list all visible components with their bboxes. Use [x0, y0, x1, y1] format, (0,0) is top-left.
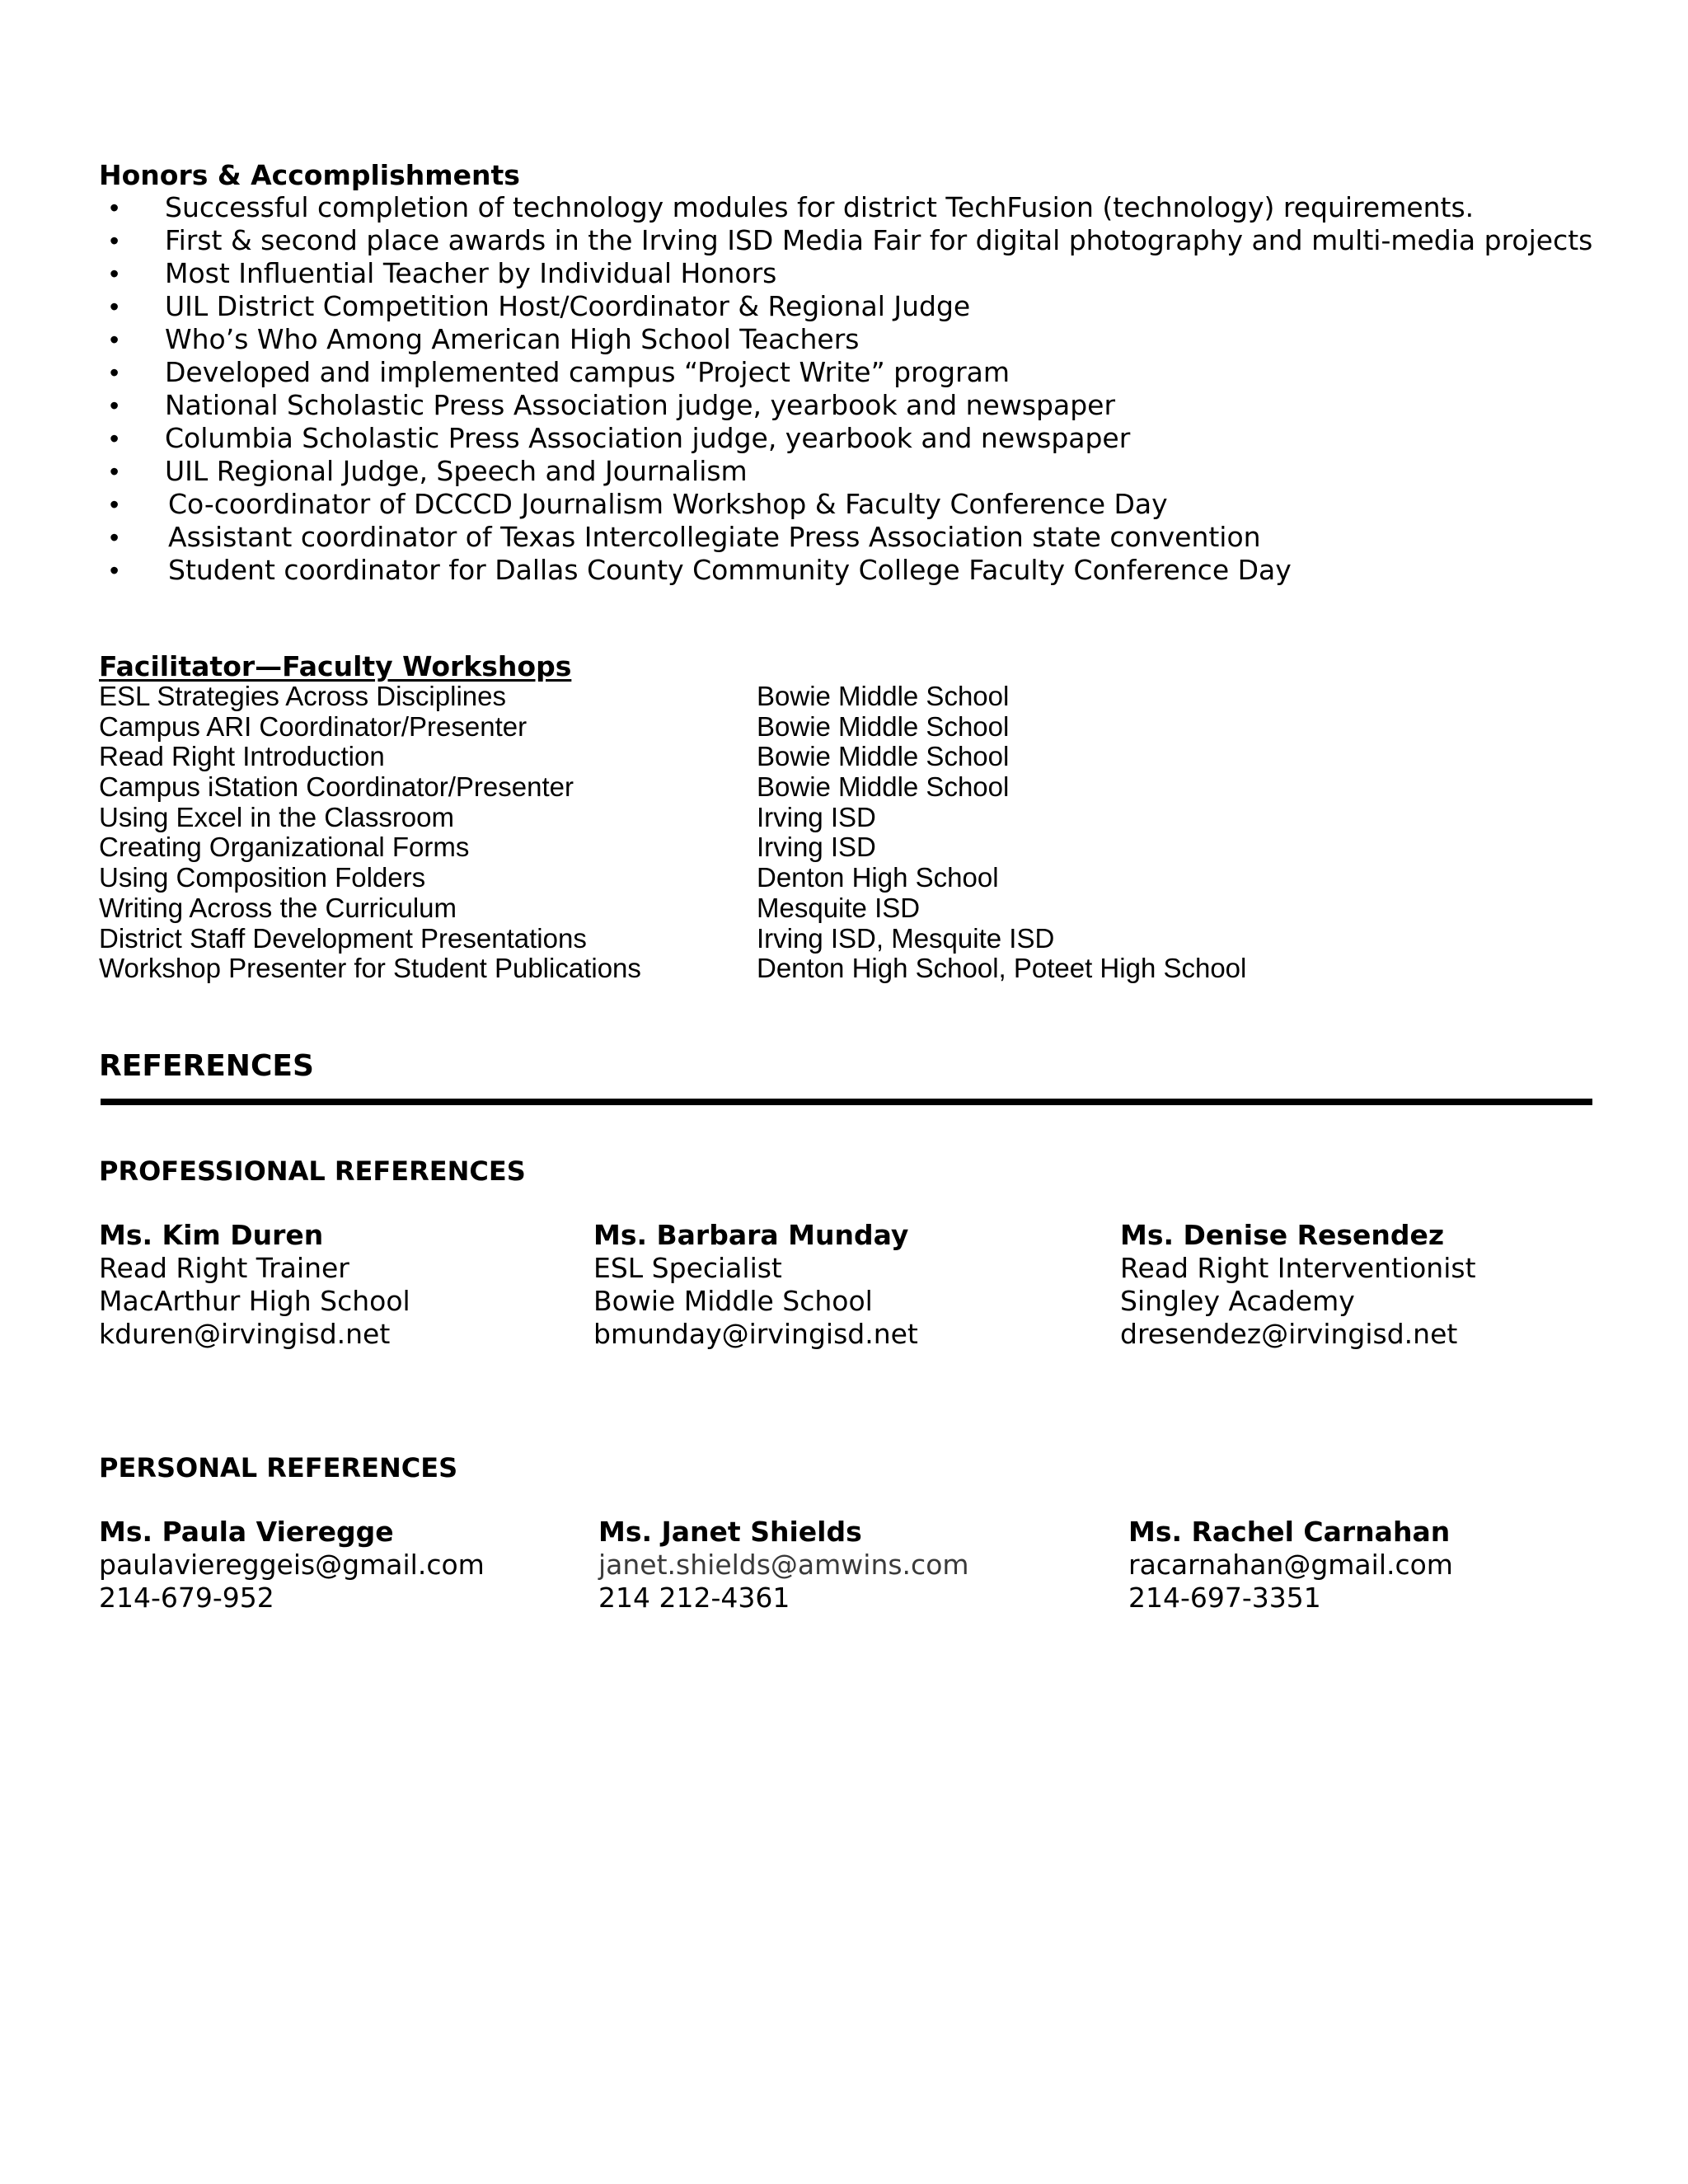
- workshop-name: Using Excel in the Classroom: [99, 801, 454, 832]
- reference-phone: 214-697-3351: [1128, 1582, 1321, 1614]
- honors-item: [0, 554, 1688, 587]
- honors-item-text: UIL Regional Judge, Speech and Journalism: [165, 455, 748, 487]
- reference-email: kduren@irvingisd.net: [99, 1318, 391, 1350]
- honors-item: [0, 356, 1688, 389]
- reference-email: paulaviereggeis@gmail.com: [99, 1549, 485, 1581]
- reference-name: Ms. Barbara Munday: [593, 1219, 909, 1251]
- workshop-name: Using Composition Folders: [99, 862, 426, 893]
- bullet-icon: •: [110, 259, 120, 288]
- personal-reference: [99, 1516, 485, 1615]
- workshop-name: District Staff Development Presentations: [99, 922, 587, 954]
- bullet-icon: •: [110, 193, 120, 223]
- honors-item: [0, 422, 1688, 455]
- reference-name: Ms. Rachel Carnahan: [1128, 1516, 1451, 1548]
- workshop-location: Irving ISD: [757, 832, 876, 863]
- honors-item: [0, 323, 1688, 356]
- reference-name: Ms. Kim Duren: [99, 1219, 324, 1251]
- professional-reference: [99, 1219, 410, 1351]
- professional-reference: [1120, 1219, 1476, 1351]
- workshops-table: [0, 682, 1688, 984]
- honors-item-text: Assistant coordinator of Texas Intercollegiate Press Association state convention: [168, 521, 1261, 553]
- workshop-row: [0, 803, 1688, 833]
- workshop-row: [0, 863, 1688, 893]
- workshop-row: [0, 712, 1688, 743]
- professional-reference: [593, 1219, 918, 1351]
- workshop-name: Campus iStation Coordinator/Presenter: [99, 771, 574, 803]
- workshop-row: [0, 772, 1688, 803]
- reference-organization: Bowie Middle School: [593, 1285, 873, 1317]
- honors-item-text: Developed and implemented campus “Project Write” program: [165, 356, 1010, 388]
- honors-item: [0, 488, 1688, 521]
- bullet-icon: •: [110, 226, 120, 255]
- reference-name: Ms. Denise Resendez: [1120, 1219, 1445, 1251]
- bullet-icon: •: [110, 358, 120, 387]
- bullet-icon: •: [110, 490, 120, 519]
- bullet-icon: •: [110, 391, 120, 420]
- workshop-location: Bowie Middle School: [757, 741, 1010, 772]
- honors-list: [0, 191, 1688, 587]
- reference-name: Ms. Paula Vieregge: [99, 1516, 394, 1548]
- reference-email: bmunday@irvingisd.net: [593, 1318, 918, 1350]
- workshop-row: [0, 893, 1688, 924]
- honors-item-text: Successful completion of technology modules for district TechFusion (technology) requirements.: [165, 191, 1475, 223]
- honors-heading: Honors & Accomplishments: [99, 159, 520, 191]
- personal-references-heading: PERSONAL REFERENCES: [99, 1452, 458, 1483]
- workshop-name: Creating Organizational Forms: [99, 832, 470, 863]
- reference-role: ESL Specialist: [593, 1252, 782, 1284]
- workshop-row: [0, 832, 1688, 863]
- honors-item: [0, 455, 1688, 488]
- honors-item-text: Student coordinator for Dallas County Community College Faculty Conference Day: [168, 554, 1292, 586]
- bullet-icon: •: [110, 325, 120, 354]
- personal-reference: [1128, 1516, 1453, 1615]
- honors-item-text: Most Influential Teacher by Individual Honors: [165, 257, 777, 289]
- honors-item: [0, 521, 1688, 554]
- honors-item: [0, 257, 1688, 290]
- workshop-row: [0, 682, 1688, 712]
- honors-item: [0, 191, 1688, 224]
- workshops-heading: Facilitator—Faculty Workshops: [99, 650, 572, 682]
- workshop-location: Denton High School, Poteet High School: [757, 953, 1247, 984]
- workshop-row: [0, 954, 1688, 984]
- workshop-row: [0, 924, 1688, 954]
- workshop-name: Read Right Introduction: [99, 741, 385, 772]
- honors-item-text: National Scholastic Press Association judge, yearbook and newspaper: [165, 389, 1116, 421]
- section-divider: [101, 1099, 1592, 1105]
- reference-email: dresendez@irvingisd.net: [1120, 1318, 1458, 1350]
- workshop-location: Mesquite ISD: [757, 892, 921, 923]
- workshop-row: [0, 742, 1688, 772]
- reference-name: Ms. Janet Shields: [598, 1516, 862, 1548]
- bullet-icon: •: [110, 457, 120, 486]
- reference-role: Read Right Trainer: [99, 1252, 349, 1284]
- workshop-name: Writing Across the Curriculum: [99, 892, 457, 923]
- bullet-icon: •: [110, 292, 120, 321]
- reference-email: racarnahan@gmail.com: [1128, 1549, 1453, 1581]
- honors-item-text: Who’s Who Among American High School Teachers: [165, 323, 860, 355]
- workshop-name: Workshop Presenter for Student Publications: [99, 953, 641, 984]
- honors-item-text: Co-coordinator of DCCCD Journalism Workshop & Faculty Conference Day: [168, 488, 1168, 520]
- bullet-icon: •: [110, 424, 120, 453]
- honors-item: [0, 224, 1688, 257]
- reference-role: Read Right Interventionist: [1120, 1252, 1476, 1284]
- workshop-location: Denton High School: [757, 862, 999, 893]
- honors-item: [0, 389, 1688, 422]
- workshop-location: Bowie Middle School: [757, 681, 1010, 711]
- reference-email: janet.shields@amwins.com: [598, 1549, 969, 1581]
- honors-item-text: First & second place awards in the Irving ISD Media Fair for digital photography and multi-media projects: [165, 224, 1593, 256]
- professional-references-heading: PROFESSIONAL REFERENCES: [99, 1155, 526, 1187]
- honors-item-text: Columbia Scholastic Press Association judge, yearbook and newspaper: [165, 422, 1131, 454]
- reference-organization: Singley Academy: [1120, 1285, 1355, 1317]
- honors-item: [0, 290, 1688, 323]
- honors-item-text: UIL District Competition Host/Coordinator & Regional Judge: [165, 290, 971, 322]
- references-heading: REFERENCES: [99, 1049, 314, 1083]
- reference-organization: MacArthur High School: [99, 1285, 410, 1317]
- workshop-location: Bowie Middle School: [757, 771, 1010, 803]
- workshop-name: Campus ARI Coordinator/Presenter: [99, 710, 528, 742]
- workshop-location: Bowie Middle School: [757, 710, 1010, 742]
- bullet-icon: •: [110, 555, 120, 585]
- workshop-name: ESL Strategies Across Disciplines: [99, 681, 506, 711]
- reference-phone: 214 212-4361: [598, 1582, 790, 1614]
- workshop-location: Irving ISD, Mesquite ISD: [757, 922, 1055, 954]
- reference-phone: 214-679-952: [99, 1582, 274, 1614]
- personal-reference: [598, 1516, 969, 1615]
- bullet-icon: •: [110, 523, 120, 552]
- workshop-location: Irving ISD: [757, 801, 876, 832]
